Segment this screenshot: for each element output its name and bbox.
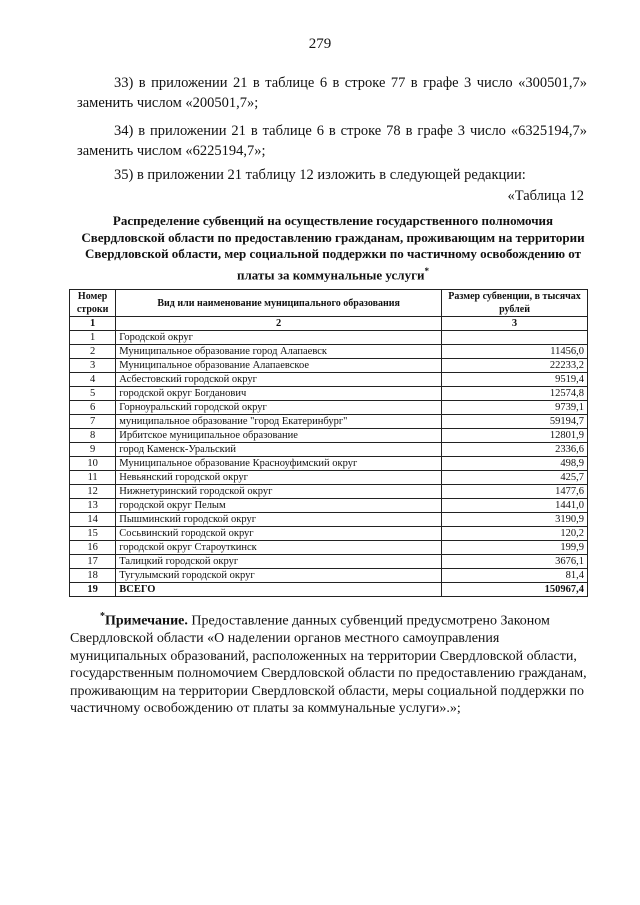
table-row [70,359,588,373]
row-number-cell: 5 [70,387,116,401]
column-index: 2 [116,317,442,331]
amendment-paragraph-33: 33) в приложении 21 в таблице 6 в строке 77 в графе 3 число «300501,7» заменить числом «200501,7»; [77,75,587,111]
table-row [70,457,588,471]
municipality-cell: Невьянский городской округ [116,471,442,485]
table-header-row [70,290,588,317]
header-subsidy-amount: Размер субвенции, в тысячах рублей [442,290,588,317]
row-number-cell: 17 [70,555,116,569]
municipality-cell: Городской округ [116,331,442,345]
header-municipality: Вид или наименование муниципального образования [116,290,442,317]
subsidy-value-cell: 59194,7 [442,415,588,429]
footnote [70,608,588,718]
footnote-label: Примечание. [105,613,188,629]
table-row [70,555,588,569]
footnote-paragraph [70,608,588,718]
amendment-paragraph-35: 35) в приложении 21 таблицу 12 изложить в следующей редакции: [114,167,526,183]
municipality-cell: город Каменск-Уральский [116,443,442,457]
municipality-cell: Ирбитское муниципальное образование [116,429,442,443]
table-row [70,443,588,457]
row-number-cell: 15 [70,527,116,541]
table-reference: «Таблица 12 [507,188,584,204]
table-body [70,317,588,597]
table-title [78,213,588,283]
municipality-cell: Талицкий городской округ [116,555,442,569]
row-number-cell: 9 [70,443,116,457]
table-row [70,569,588,583]
table-title-asterisk: * [424,265,429,276]
municipality-cell: городской округ Староуткинск [116,541,442,555]
subsidy-value-cell: 3190,9 [442,513,588,527]
subsidy-value-cell: 12801,9 [442,429,588,443]
row-number-cell: 10 [70,457,116,471]
municipality-cell: муниципальное образование "город Екатеринбург" [116,415,442,429]
row-number-cell: 11 [70,471,116,485]
footnote-text: Предоставление данных субвенций предусмотрено Законом Свердловской области «О наделении органов местного самоуправления муниципальных образований, расположенных на территории Свердловской области, государственным полномочием Свердловской области по предоставлению гражданам, проживающим на территории Свердловской области, меры социальной поддержки по частичному освобождению от платы за коммунальные услуги».»; [70,613,587,717]
subsidy-value-cell: 199,9 [442,541,588,555]
subsidy-value-cell: 1477,6 [442,485,588,499]
row-number-cell: 14 [70,513,116,527]
table-row [70,513,588,527]
subsidy-value-cell: 1441,0 [442,499,588,513]
subsidy-value-cell: 11456,0 [442,345,588,359]
subsidy-value-cell: 120,2 [442,527,588,541]
table-row [70,373,588,387]
page-number: 279 [308,36,332,52]
municipality-cell: Муниципальное образование город Алапаевск [116,345,442,359]
table-row [70,527,588,541]
municipality-cell: городской округ Пелым [116,499,442,513]
table-row [70,429,588,443]
subsidy-value-cell: 425,7 [442,471,588,485]
row-number-cell: 4 [70,373,116,387]
subsidy-value-cell: 12574,8 [442,387,588,401]
municipality-cell: Асбестовский городской округ [116,373,442,387]
subsidy-value-cell: 9739,1 [442,401,588,415]
subsidy-value-cell: 9519,4 [442,373,588,387]
row-number-cell: 8 [70,429,116,443]
row-number-cell: 2 [70,345,116,359]
subsidy-value-cell: 3676,1 [442,555,588,569]
table-row [70,401,588,415]
row-number-cell: 3 [70,359,116,373]
table-row [70,499,588,513]
table-row [70,471,588,485]
row-number-cell: 12 [70,485,116,499]
table-row [70,485,588,499]
municipality-cell: Пышминский городской округ [116,513,442,527]
row-number-cell: 6 [70,401,116,415]
subsidy-value-cell [442,331,588,345]
subsidy-value-cell: 150967,4 [442,583,588,597]
table-title-text: Распределение субвенций на осуществление государственного полномочия Свердловской области по предоставлению гражданам, проживающим на территории Свердловской области, мер социальной поддержки по частичному освобождению от платы за коммунальные услуги [81,213,585,282]
header-row-number: Номер строки [70,290,116,317]
municipality-cell: Муниципальное образование Красноуфимский округ [116,457,442,471]
row-number-cell: 7 [70,415,116,429]
row-number-cell: 18 [70,569,116,583]
column-index-row [70,317,588,331]
subsidy-value-cell: 22233,2 [442,359,588,373]
table-row [70,541,588,555]
municipality-cell: Нижнетуринский городской округ [116,485,442,499]
subsidy-value-cell: 498,9 [442,457,588,471]
table-row [70,331,588,345]
row-number-cell: 19 [70,583,116,597]
table-row [70,345,588,359]
subsidy-table [69,289,588,597]
subsidy-value-cell: 2336,6 [442,443,588,457]
amendment-paragraph-34: 34) в приложении 21 в таблице 6 в строке 78 в графе 3 число «6325194,7» заменить числом «6225194,7»; [77,123,587,159]
column-index: 3 [442,317,588,331]
column-index: 1 [70,317,116,331]
table-row [70,387,588,401]
municipality-cell: Сосьвинский городской округ [116,527,442,541]
municipality-cell: Тугулымский городской округ [116,569,442,583]
table-row [70,415,588,429]
municipality-cell: Муниципальное образование Алапаевское [116,359,442,373]
subsidy-value-cell: 81,4 [442,569,588,583]
municipality-cell: ВСЕГО [116,583,442,597]
row-number-cell: 13 [70,499,116,513]
municipality-cell: городской округ Богданович [116,387,442,401]
footnote-asterisk: * [100,611,105,622]
row-number-cell: 1 [70,331,116,345]
municipality-cell: Горноуральский городской округ [116,401,442,415]
row-number-cell: 16 [70,541,116,555]
total-row [70,583,588,597]
